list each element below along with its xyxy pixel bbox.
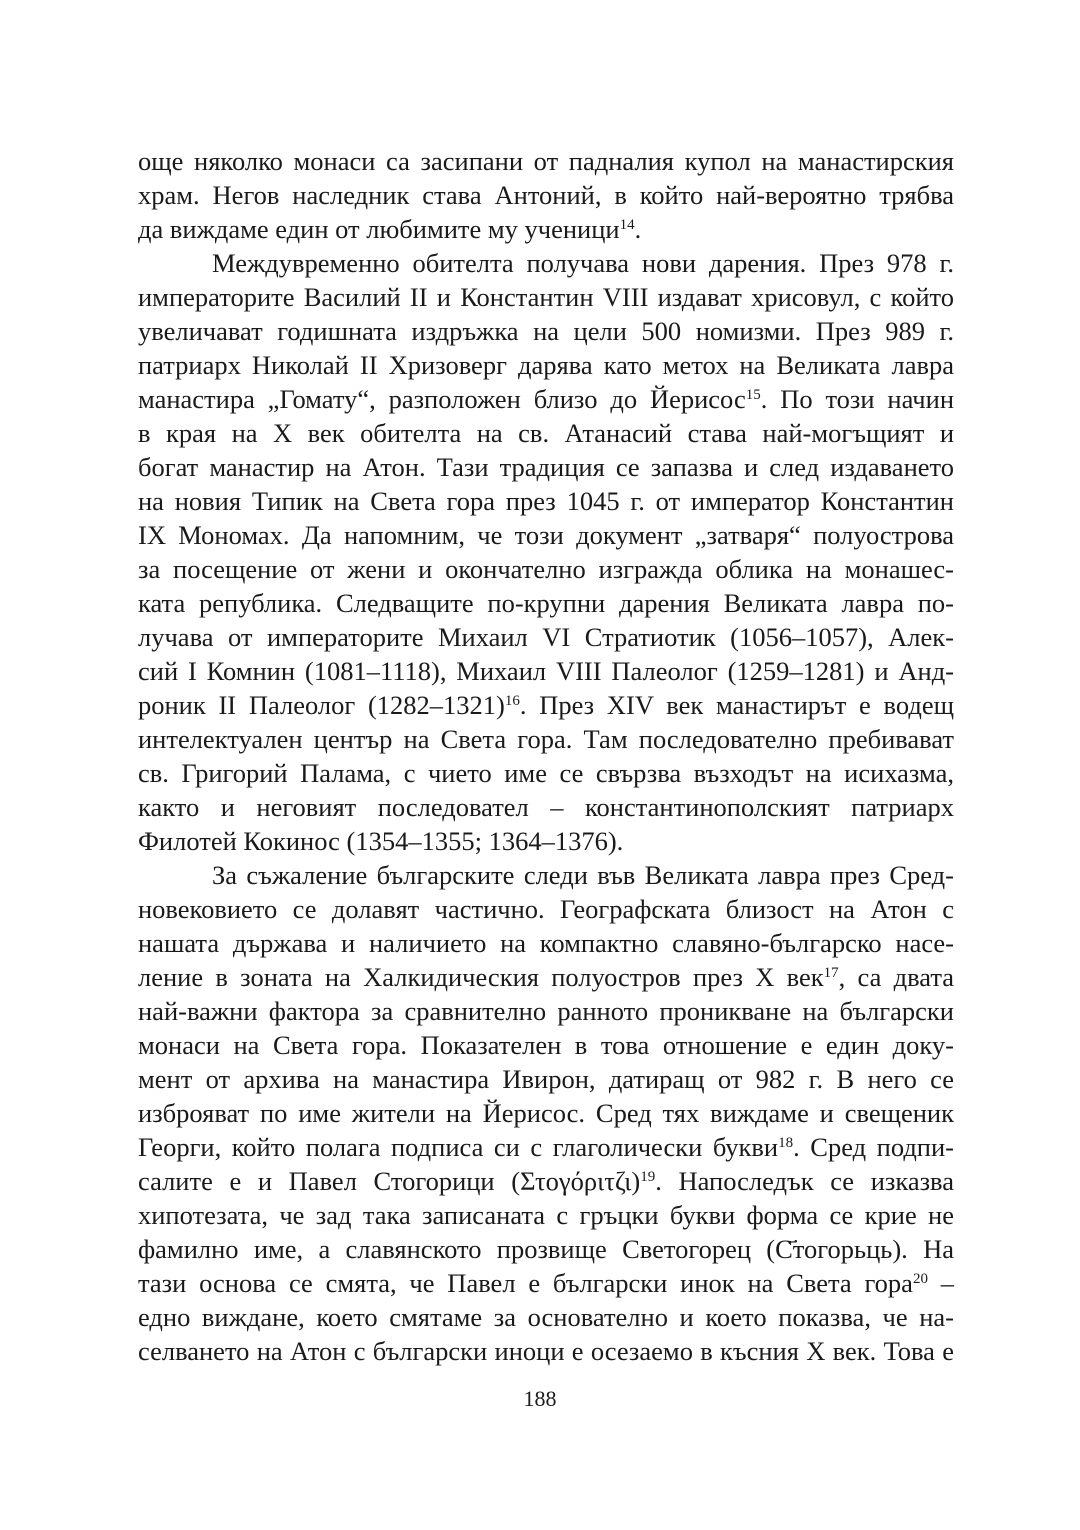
text-line — [138, 586, 954, 620]
text-line — [138, 1266, 954, 1300]
footnote-marker: 16 — [504, 693, 520, 709]
line-text: ката република. Следващите по-крупни дарения Великата лавра по- — [138, 588, 954, 618]
line-text: както и неговият последовател – константинополският патриарх — [138, 792, 954, 822]
line-text: едно виждане, което смятаме за основателно и което показва, че на- — [138, 1302, 954, 1332]
page-body — [138, 144, 954, 1368]
text-line — [138, 280, 954, 314]
line-text: лучава от императорите Михаил VI Стратиотик (1056–1057), Алек- — [138, 622, 954, 652]
text-line — [138, 926, 954, 960]
line-text: още няколко монаси са засипани от падналия купол на манастирския — [138, 146, 954, 176]
line-text-continued: – — [927, 1268, 954, 1298]
line-text: Георги, който полага подписа си с глаголически букви — [138, 1132, 779, 1162]
text-line — [138, 382, 954, 416]
line-text: сий I Комнин (1081–1118), Михаил VIII Палеолог (1259–1281) и Анд- — [138, 656, 954, 686]
line-text: патриарх Николай II Хризоверг дарява като метох на Великата лавра — [138, 350, 954, 380]
line-text: на новия Типик на Света гора през 1045 г. от император Константин — [138, 486, 954, 516]
line-text-continued: , са двата — [838, 962, 954, 992]
text-line — [138, 348, 954, 382]
text-line — [138, 790, 954, 824]
text-line — [138, 1198, 954, 1232]
text-line — [138, 178, 954, 212]
line-text: селването на Атон с български иноци е осезаемо в късния X век. Това е — [138, 1336, 954, 1366]
text-line — [138, 1300, 954, 1334]
footnote-marker: 19 — [640, 1169, 656, 1185]
line-text: За съжаление българските следи във Великата лавра през Сред- — [212, 860, 954, 890]
text-line — [138, 960, 954, 994]
line-text: салите е и Павел Стогорици (Στογόριτζι) — [138, 1166, 641, 1196]
line-text-continued: . Напоследък се изказва — [655, 1166, 954, 1196]
line-text: богат манастир на Атон. Тази традиция се запазва и след издаването — [138, 452, 954, 482]
text-line — [138, 552, 954, 586]
page-number: 188 — [523, 1386, 557, 1411]
line-text-continued: . Сред подпи- — [793, 1132, 954, 1162]
text-line — [138, 1130, 954, 1164]
text-line — [138, 688, 954, 722]
footnote-marker: 14 — [619, 217, 635, 233]
text-line — [138, 212, 954, 246]
footnote-marker: 15 — [745, 387, 761, 403]
text-line — [138, 994, 954, 1028]
footnote-marker: 20 — [912, 1271, 928, 1287]
text-line — [138, 722, 954, 756]
text-line — [138, 314, 954, 348]
line-text: най-важни фактора за сравнително ранното проникване на български — [138, 996, 954, 1026]
line-text: новековието се долавят частично. Географската близост на Атон с — [138, 894, 954, 924]
line-text: мент от архива на манастира Ивирон, датиращ от 982 г. В него се — [138, 1064, 954, 1094]
text-line — [138, 1164, 954, 1198]
text-line — [138, 1334, 954, 1368]
footnote-marker: 17 — [823, 965, 839, 981]
line-text: ление в зоната на Халкидическия полуостров през X век — [138, 962, 824, 992]
line-text: храм. Негов наследник става Антоний, в който най-вероятно трябва — [138, 180, 954, 210]
text-line — [138, 484, 954, 518]
text-line — [138, 416, 954, 450]
text-line — [138, 756, 954, 790]
line-text-continued: . През XIV век манастирът е водещ — [519, 690, 954, 720]
text-line — [138, 654, 954, 688]
line-text: хипотезата, че зад така записаната с гръцки букви форма се крие не — [138, 1200, 954, 1230]
line-text: интелектуален център на Света гора. Там последователно пребивават — [138, 724, 954, 754]
footnote-marker: 18 — [778, 1135, 794, 1151]
line-text: монаси на Света гора. Показателен в това отношение е един доку- — [138, 1030, 954, 1060]
text-line — [138, 1096, 954, 1130]
line-text: манастира „Гомату“, разположен близо до Йерисос — [138, 384, 746, 414]
text-line — [138, 246, 954, 280]
text-line — [138, 1028, 954, 1062]
line-text: изброяват по име жители на Йерисос. Сред тях виждаме и свещеник — [138, 1098, 954, 1128]
line-text: увеличават годишната издръжка на цели 500 номизми. През 989 г. — [138, 316, 954, 346]
line-text-continued: . — [634, 214, 642, 244]
text-line — [138, 824, 954, 858]
text-line — [138, 518, 954, 552]
line-text: фамилно име, а славянското прозвище Светогорец (С҃тогорьць). На — [138, 1234, 954, 1264]
text-line — [138, 144, 954, 178]
text-line — [138, 858, 954, 892]
line-text: Междувременно обителта получава нови дарения. През 978 г. — [212, 248, 954, 278]
text-line — [138, 620, 954, 654]
text-line — [138, 892, 954, 926]
line-text: роник II Палеолог (1282–1321) — [138, 690, 505, 720]
line-text: императорите Василий II и Константин VIII издават хрисовул, с който — [138, 282, 954, 312]
line-text: в края на X век обителта на св. Атанасий става най-могъщият и — [138, 418, 954, 448]
line-text: тази основа се смята, че Павел е български инок на Света гора — [138, 1268, 913, 1298]
line-text: Филотей Кокинос (1354–1355; 1364–1376). — [138, 826, 624, 856]
text-line — [138, 450, 954, 484]
line-text: нашата държава и наличието на компактно славяно-българско насе- — [138, 928, 954, 958]
line-text: за посещение от жени и окончателно изгражда облика на монашес- — [138, 554, 954, 584]
line-text: св. Григорий Палама, с чието име се свързва възходът на исихазма, — [138, 758, 954, 788]
line-text: да виждаме един от любимите му ученици — [138, 214, 620, 244]
text-line — [138, 1062, 954, 1096]
text-line — [138, 1232, 954, 1266]
line-text-continued: . По този начин — [760, 384, 955, 414]
line-text: IX Мономах. Да напомним, че този документ „затваря“ полуострова — [138, 520, 954, 550]
